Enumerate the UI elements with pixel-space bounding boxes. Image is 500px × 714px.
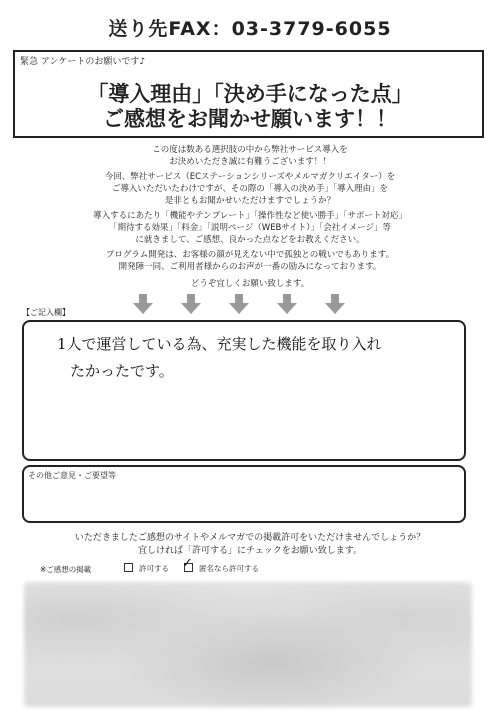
intro-paragraph-3 (0, 210, 500, 246)
handwritten-answer-line2: たかったです。 (70, 362, 174, 380)
down-arrow-icon (133, 294, 153, 314)
intro-line: この度は数ある選択肢の中から弊社サービス導入を (152, 145, 348, 155)
closing-line: どうぞ宜しくお願い致します。 (190, 279, 310, 289)
intro-line: お決めいただき誠に有難うございます！！ (169, 157, 331, 167)
intro-line: 是非ともお聞かせいただけますでしょうか？ (164, 196, 336, 206)
intro-line: ご導入いただいたわけですが、その際の「導入の決め手」「導入理由」を (111, 184, 389, 194)
handwritten-answer-line1: 1人で運営している為、充実した機能を取り入れ (57, 335, 382, 353)
allow-checkbox[interactable] (124, 563, 133, 572)
allow-anonymous-checkbox-label: 匿名なら許可する (199, 564, 259, 573)
intro-line: 今回、弊社サービス（ECステーションシリーズやメルマガクリエイター）を (104, 172, 396, 182)
redacted-info-area (24, 582, 472, 707)
intro-line: 開発陣一同、ご利用者様からのお声が一番の励みになっております。 (118, 262, 382, 272)
urgent-label: 緊急 アンケートのお願いです♪ (20, 57, 146, 67)
publication-question-line2: 宜しければ「許可する」にチェックをお願い致します。 (137, 546, 362, 556)
intro-paragraph-4 (0, 249, 500, 273)
down-arrows (133, 294, 373, 314)
down-arrow-icon (181, 294, 201, 314)
entry-field-label: 【ご記入欄】 (22, 308, 70, 317)
other-comments-label: その他ご意見・ご要望等 (28, 471, 116, 480)
intro-paragraph-2 (0, 171, 500, 207)
intro-paragraph-1 (0, 144, 500, 168)
fax-number-heading: 送り先FAX：03-3779-6055 (108, 18, 392, 40)
intro-line: 導入するにあたり「機能やテンプレート」「操作性など使い勝手」「サポート対応」 (93, 211, 407, 221)
headline-line2: ご感想をお聞かせ願います！！ (103, 107, 397, 131)
headline-line1: 「導入理由」「決め手になった点」 (87, 82, 413, 106)
intro-line: プログラム開発は、お客様の顔が見えない中で孤独との戦いでもあります。 (105, 250, 395, 260)
allow-checkbox-label: 許可する (139, 564, 169, 573)
intro-line: 「期待する効果」「料金」「説明ページ（WEBサイト）」「会社イメージ」等 (108, 223, 392, 233)
publication-label: ※ご感想の掲載 (40, 565, 92, 574)
publication-question-line1: いただきましたご感想のサイトやメルマガでの掲載許可をいただけませんでしょうか？ (74, 533, 426, 543)
down-arrow-icon (325, 294, 345, 314)
down-arrow-icon (229, 294, 249, 314)
down-arrow-icon (277, 294, 297, 314)
intro-line: に就きまして、ご感想、良かった点などをお教えください。 (135, 235, 365, 245)
checkmark-icon: ✓ (182, 556, 193, 571)
